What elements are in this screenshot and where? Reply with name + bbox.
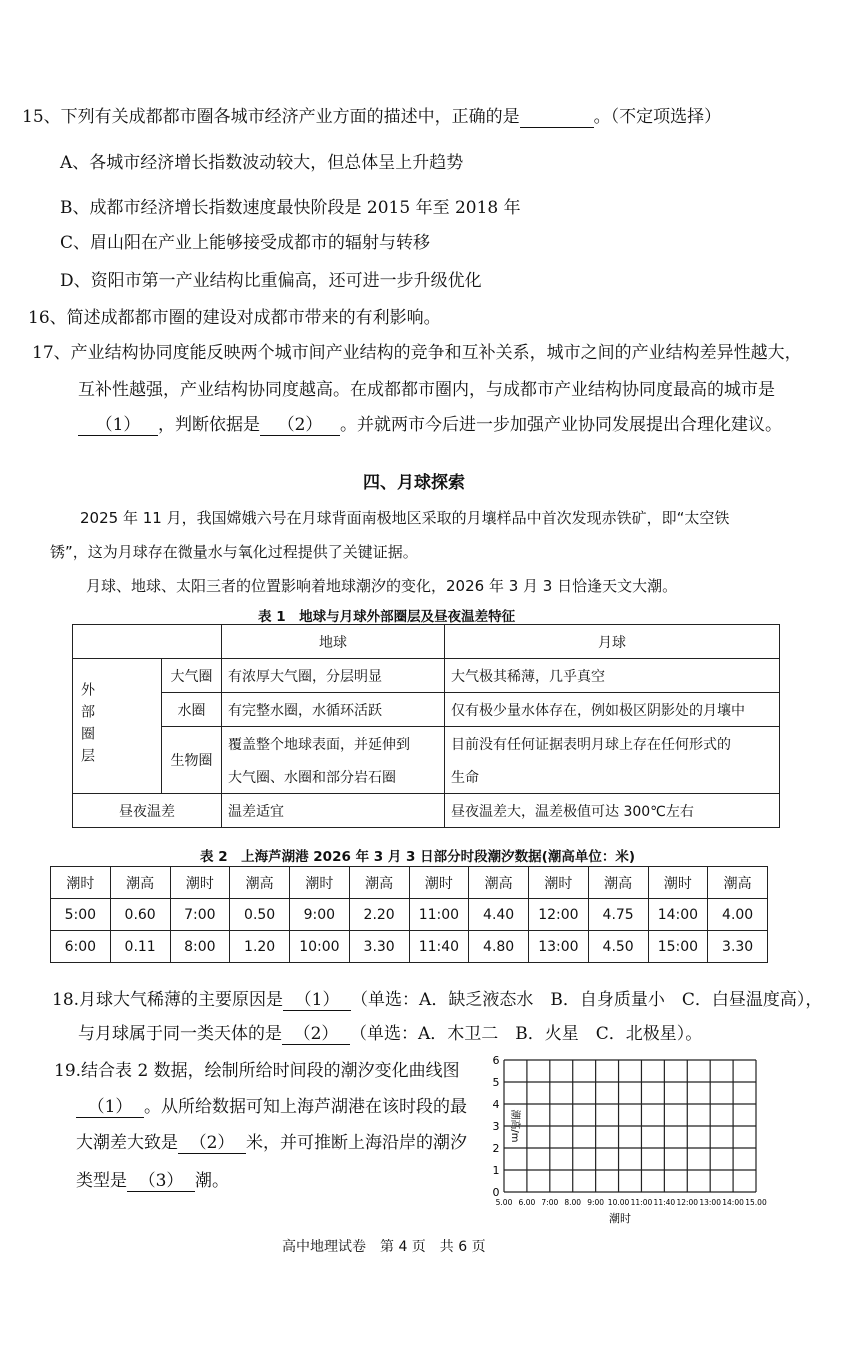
tide-chart-grid[interactable] xyxy=(484,1052,774,1232)
q15-option-b: B、成都市经济增长指数速度最快阶段是 2015 年至 2018 年 xyxy=(60,198,521,218)
q15-stem-text: 下列有关成都都市圈各城市经济产业方面的描述中，正确的是 xyxy=(60,107,520,127)
q19-line4 xyxy=(76,1166,229,1192)
table2-cell: 4.75 xyxy=(588,899,648,931)
table1-moon-hydrosphere: 仅有极少量水体存在，例如极区阴影处的月壤中 xyxy=(445,693,780,727)
y-axis-label: 潮高/m xyxy=(509,1109,520,1143)
q15-option-d: D、资阳市第一产业结构比重偏高，还可进一步升级优化 xyxy=(60,271,482,291)
q18-line1 xyxy=(52,985,822,1011)
table2-header-row xyxy=(51,867,768,899)
q15-number: 15、 xyxy=(22,107,61,127)
x-axis-label: 潮时 xyxy=(609,1212,631,1225)
q18-text-d: （单选：A．木卫二 B．火星 C．北极星）。 xyxy=(350,1024,703,1044)
table1-row-biosphere: 生物圈 xyxy=(162,727,222,794)
table1-earth-biosphere-1: 覆盖整个地球表面，并延伸到 xyxy=(222,727,445,761)
table2-cell: 0.50 xyxy=(230,899,290,931)
q16-number: 16、 xyxy=(28,308,67,328)
q19-number: 19. xyxy=(54,1061,82,1081)
table1-earth-hydrosphere: 有完整水圈，水循环活跃 xyxy=(222,693,445,727)
x-tick-label: 7:00 xyxy=(541,1198,559,1207)
q19-text-4a: 类型是 xyxy=(76,1171,127,1191)
q17-line1-text: 产业结构协同度能反映两个城市间产业结构的竞争和互补关系，城市之间的产业结构差异性越大， xyxy=(70,343,802,363)
y-tick-label: 4 xyxy=(492,1098,500,1111)
x-tick-label: 9:00 xyxy=(587,1198,605,1207)
table1-moon-atmosphere: 大气极其稀薄，几乎真空 xyxy=(445,659,780,693)
x-tick-label: 11:40 xyxy=(653,1198,676,1207)
x-tick-label: 12:00 xyxy=(676,1198,699,1207)
table1-group-label: 外部圈层 xyxy=(73,659,162,794)
table2-caption: 表 2 上海芦湖港 2026 年 3 月 3 日部分时段潮汐数据(潮高单位：米) xyxy=(200,849,635,865)
table2-header-cell: 潮时 xyxy=(409,867,469,899)
q17-mid: ，判断依据是 xyxy=(158,415,260,435)
q15-option-a: A、各城市经济增长指数波动较大，但总体呈上升趋势 xyxy=(60,153,464,173)
table2-header-cell: 潮时 xyxy=(51,867,111,899)
q18-line2 xyxy=(78,1019,702,1045)
table2-cell: 8:00 xyxy=(170,931,230,963)
table2-cell: 13:00 xyxy=(529,931,589,963)
q15-stem-end: 。（不定项选择） xyxy=(593,107,722,127)
y-tick-label: 5 xyxy=(492,1076,500,1089)
table2-row xyxy=(51,899,768,931)
table2-cell: 12:00 xyxy=(529,899,589,931)
table2-header-cell: 潮高 xyxy=(110,867,170,899)
table2-header-cell: 潮高 xyxy=(588,867,648,899)
table2-cell: 4.80 xyxy=(469,931,529,963)
table1 xyxy=(72,624,780,828)
q17-blank-1[interactable]: （1） xyxy=(78,410,158,436)
q18-blank-2[interactable]: （2） xyxy=(282,1019,350,1045)
x-tick-label: 14:00 xyxy=(722,1198,744,1207)
table1-row-hydrosphere: 水圈 xyxy=(162,693,222,727)
table2-cell: 3.30 xyxy=(708,931,768,963)
section-title: 四、月球探索 xyxy=(363,473,465,493)
table1-moon-biosphere-1: 目前没有任何证据表明月球上存在任何形式的 xyxy=(445,727,780,761)
page-footer: 高中地理试卷 第 4 页 共 6 页 xyxy=(282,1239,486,1255)
q19-blank-1[interactable]: （1） xyxy=(76,1092,144,1118)
q17-line3 xyxy=(78,410,782,436)
q17-number: 17、 xyxy=(32,343,71,363)
table2-header-cell: 潮高 xyxy=(708,867,768,899)
x-tick-label: 13:00 xyxy=(699,1198,721,1207)
table2-cell: 11:00 xyxy=(409,899,469,931)
table1-earth-atmosphere: 有浓厚大气圈，分层明显 xyxy=(222,659,445,693)
table1-earth-temp: 温差适宜 xyxy=(222,794,445,828)
table1-earth-biosphere-2: 大气圈、水圈和部分岩石圈 xyxy=(222,760,445,794)
table2-cell: 1.20 xyxy=(230,931,290,963)
y-tick-label: 0 xyxy=(492,1186,500,1199)
table2-header-cell: 潮高 xyxy=(230,867,290,899)
intro-p1a: 2025 年 11 月，我国嫦娥六号在月球背面南极地区采取的月壤样品中首次发现赤铁矿，即“太空铁 xyxy=(80,509,730,527)
table2-cell: 9:00 xyxy=(290,899,350,931)
x-tick-label: 8.00 xyxy=(564,1198,582,1207)
x-tick-label: 11:00 xyxy=(630,1198,653,1207)
q19-blank-3[interactable]: （3） xyxy=(127,1166,195,1192)
x-tick-label: 6.00 xyxy=(518,1198,536,1207)
table1-caption: 表 1 地球与月球外部圈层及昼夜温差特征 xyxy=(258,609,516,625)
y-tick-label: 2 xyxy=(492,1142,500,1155)
q19-text-2: 。从所给数据可知上海芦湖港在该时段的最 xyxy=(144,1097,467,1117)
q19-text-3a: 大潮差大致是 xyxy=(76,1133,178,1153)
q19-line3 xyxy=(76,1128,467,1154)
table2-cell: 0.11 xyxy=(110,931,170,963)
table2-cell: 5:00 xyxy=(51,899,111,931)
q18-text-b: （单选：A．缺乏液态水 B．自身质量小 C．白昼温度高）， xyxy=(351,990,823,1010)
q19-text-3b: 米，并可推断上海沿岸的潮汐 xyxy=(246,1133,467,1153)
table2 xyxy=(50,866,768,963)
table1-moon-biosphere-2: 生命 xyxy=(445,760,780,794)
x-tick-label: 5.00 xyxy=(495,1198,513,1207)
table1-col-earth: 地球 xyxy=(222,625,445,659)
table2-header-cell: 潮时 xyxy=(648,867,708,899)
y-tick-label: 3 xyxy=(492,1120,500,1133)
x-tick-label: 10.00 xyxy=(607,1198,630,1207)
table1-col-moon: 月球 xyxy=(445,625,780,659)
y-tick-label: 1 xyxy=(492,1164,500,1177)
q17-line2: 互补性越强，产业结构协同度越高。在成都都市圈内，与成都市产业结构协同度最高的城市是 xyxy=(78,380,775,400)
q19-line1 xyxy=(54,1056,460,1081)
q16 xyxy=(28,303,441,328)
table2-row xyxy=(51,931,768,963)
q15-answer-blank[interactable] xyxy=(520,107,594,128)
table1-row-atmosphere: 大气圈 xyxy=(162,659,222,693)
intro-p1b: 锈”，这为月球存在微量水与氧化过程提供了关键证据。 xyxy=(50,543,418,561)
table2-header-cell: 潮时 xyxy=(170,867,230,899)
table1-row-temp: 昼夜温差 xyxy=(73,794,222,828)
table2-cell: 14:00 xyxy=(648,899,708,931)
table2-cell: 7:00 xyxy=(170,899,230,931)
intro-p2: 月球、地球、太阳三者的位置影响着地球潮汐的变化，2026 年 3 月 3 日恰逢天文大潮。 xyxy=(86,577,678,595)
table2-header-cell: 潮时 xyxy=(529,867,589,899)
table2-header-cell: 潮高 xyxy=(469,867,529,899)
table1-moon-temp: 昼夜温差大，温差极值可达 300℃左右 xyxy=(445,794,780,828)
table2-cell: 3.30 xyxy=(349,931,409,963)
q19-blank-2[interactable]: （2） xyxy=(178,1128,246,1154)
q18-text-c: 与月球属于同一类天体的是 xyxy=(78,1024,282,1044)
table2-cell: 6:00 xyxy=(51,931,111,963)
table1-corner xyxy=(73,625,222,659)
table2-cell: 15:00 xyxy=(648,931,708,963)
table2-cell: 2.20 xyxy=(349,899,409,931)
table2-cell: 4.50 xyxy=(588,931,648,963)
q15-option-c: C、眉山阳在产业上能够接受成都市的辐射与转移 xyxy=(60,233,431,253)
q18-text-a: 月球大气稀薄的主要原因是 xyxy=(79,990,284,1010)
table2-header-cell: 潮时 xyxy=(290,867,350,899)
table2-cell: 0.60 xyxy=(110,899,170,931)
q19-line2 xyxy=(76,1092,467,1118)
q17-blank-2[interactable]: （2） xyxy=(260,410,340,436)
table2-cell: 10:00 xyxy=(290,931,350,963)
q19-text-1: 结合表 2 数据，绘制所给时间段的潮汐变化曲线图 xyxy=(81,1061,460,1081)
q16-text: 简述成都都市圈的建设对成都市带来的有利影响。 xyxy=(66,308,441,328)
table2-cell: 11:40 xyxy=(409,931,469,963)
q17-end: 。并就两市今后进一步加强产业协同发展提出合理化建议。 xyxy=(340,415,782,435)
table2-cell: 4.40 xyxy=(469,899,529,931)
q18-blank-1[interactable]: （1） xyxy=(283,985,351,1011)
table2-cell: 4.00 xyxy=(708,899,768,931)
q18-number: 18. xyxy=(52,990,80,1010)
y-tick-label: 6 xyxy=(492,1054,500,1067)
q19-text-4b: 潮。 xyxy=(195,1171,229,1191)
x-tick-label: 15.00 xyxy=(745,1198,767,1207)
q17-line1 xyxy=(32,338,802,363)
q15-stem xyxy=(22,102,721,128)
table2-header-cell: 潮高 xyxy=(349,867,409,899)
